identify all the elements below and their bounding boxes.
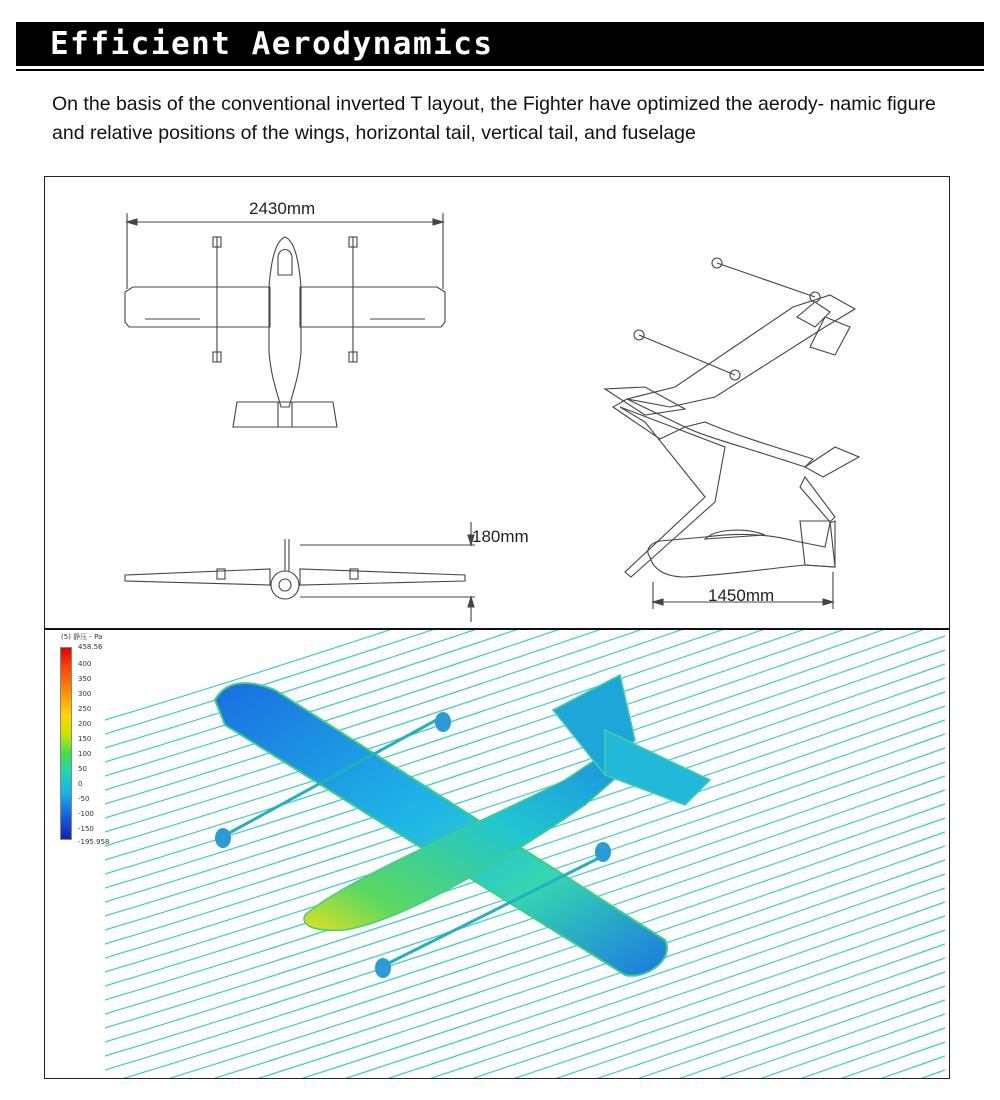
legend-label: 400: [78, 660, 92, 668]
streamline: [105, 902, 945, 1078]
streamline: [105, 1070, 945, 1078]
legend-label: 200: [78, 720, 92, 728]
legend-label: -195.958: [78, 838, 110, 846]
streamline: [105, 1000, 945, 1078]
legend-label: 250: [78, 705, 92, 713]
legend-label: -100: [78, 810, 94, 818]
top-view-aircraft: [125, 237, 445, 427]
legend-label: 350: [78, 675, 92, 683]
legend-label: -150: [78, 825, 94, 833]
streamline: [105, 1014, 945, 1078]
pressure-legend-bar: [60, 647, 72, 840]
legend-label: -50: [78, 795, 90, 803]
streamline: [105, 916, 945, 1078]
wingspan-dimension: [127, 213, 443, 289]
streamline: [105, 958, 945, 1078]
cfd-aircraft: [215, 675, 710, 978]
legend-label: 50: [78, 765, 87, 773]
title-underline: [16, 69, 984, 71]
length-label: 1450mm: [708, 586, 775, 605]
height-label: 180mm: [472, 527, 529, 546]
description-text: On the basis of the conventional inverted T layout, the Fighter have optimized the aerody- namic figure and relative positions of the wings, horizontal tail, vertical tail, and fuselage: [52, 93, 936, 144]
streamline: [105, 986, 945, 1078]
title-bar: [16, 22, 984, 66]
legend-label: 100: [78, 750, 92, 758]
legend-label: 458.56: [78, 643, 103, 651]
legend-label: 300: [78, 690, 92, 698]
streamline: [105, 930, 945, 1078]
page-title: Efficient Aerodynamics: [50, 26, 494, 62]
front-view-aircraft: [125, 539, 465, 599]
legend-label: 150: [78, 735, 92, 743]
streamline: [105, 706, 945, 986]
wingspan-label: 2430mm: [249, 199, 316, 218]
streamline: [105, 888, 945, 1078]
technical-drawing: [45, 177, 949, 627]
isometric-view-aircraft: [605, 258, 859, 577]
legend-label: 0: [78, 780, 83, 788]
streamline: [105, 1028, 945, 1078]
legend-title: (5) 静压 - Pa: [61, 633, 103, 641]
cfd-simulation: [45, 630, 949, 1078]
